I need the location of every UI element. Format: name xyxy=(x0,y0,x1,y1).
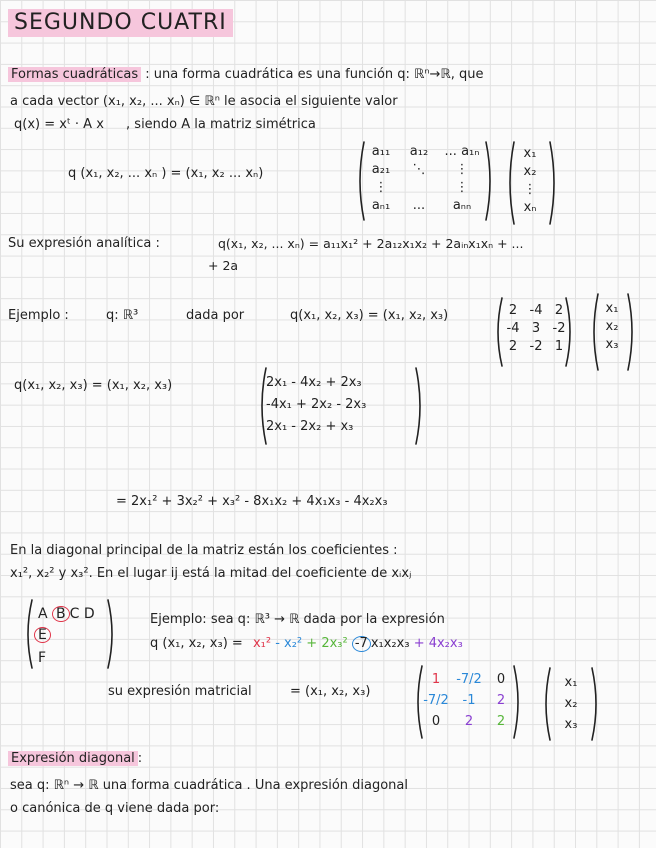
example-1-matrix: 2 -4 2 -4 3 -2 2 -2 1 xyxy=(506,303,566,354)
example-2-matrix-eq: = (x₁, x₂, x₃) xyxy=(290,684,371,699)
example-2-vector: x₁ x₂ x₃ xyxy=(564,675,578,732)
example-1-given: dada por xyxy=(186,308,245,323)
definition-line-3 xyxy=(14,117,316,133)
example-2-matrix-label: su expresión matricial xyxy=(108,684,252,699)
example-2-line-1: Ejemplo: sea q: ℝ³ → ℝ dada por la expresión xyxy=(150,612,445,627)
page-title: SEGUNDO CUATRI xyxy=(8,9,233,37)
scheme-row-3: F xyxy=(38,650,47,666)
diagonal-line-2: o canónica de q viene dada por: xyxy=(10,801,220,816)
example-2-expression: q (x₁, x₂, x₃) = x₁² - x₂² + 2x₃² -7 x₁x₂x₃ + 4x₂x₃ xyxy=(150,636,463,651)
diagonal-heading-line: Expresión diagonal : xyxy=(8,751,142,767)
example-1-vector: x₁ x₂ x₃ xyxy=(605,301,619,352)
symmetric-matrix-text: , siendo A la matriz simétrica xyxy=(126,117,316,132)
analytic-expression-label: Su expresión analítica : xyxy=(8,236,160,251)
example-1-lhs: q(x₁, x₂, x₃) = (x₁, x₂, x₃) xyxy=(290,308,449,323)
analytic-expression-line-1: q(x₁, x₂, ... xₙ) = a₁₁x₁² + 2a₁₂x₁x₂ + 2aᵢₙx₁xₙ + ... xyxy=(218,236,524,251)
quadratic-form-formula: q(x) = xᵗ · A x xyxy=(14,117,104,132)
example-2-matrix: 1 -7/2 0 -7/2 -1 2 0 2 2 xyxy=(423,672,506,729)
diagonal-note-line-1: En la diagonal principal de la matriz están los coeficientes : xyxy=(10,543,398,558)
general-vector-x: x₁ x₂ ⋮ xₙ xyxy=(523,146,537,215)
diagonal-note-line-2: x₁², x₂² y x₃². En el lugar ij está la mitad del coeficiente de xᵢxⱼ xyxy=(10,566,412,581)
example-1-step-column: 2x₁ - 4x₂ + 2x₃ -4x₁ + 2x₂ - 2x₃ 2x₁ - 2x₂ + x₃ xyxy=(266,375,367,434)
definition-line-1 xyxy=(8,67,483,83)
example-1-result: = 2x₁² + 3x₂² + x₃² - 8x₁x₂ + 4x₁x₃ - 4x₂x₃ xyxy=(116,494,388,509)
general-matrix-a: a₁₁ a₁₂ ... a₁ₙ a₂₁ ⋱ ⋮ ⋮ ⋮ aₙ₁ ... aₙₙ xyxy=(371,144,480,213)
scheme-row-2: E xyxy=(34,627,51,643)
example-1-label: Ejemplo : xyxy=(8,308,69,323)
general-equation-lhs: q (x₁, x₂, ... xₙ ) = (x₁, x₂ ... xₙ) xyxy=(68,166,264,181)
definition-text: : una forma cuadrática es una función q: ℝⁿ→ℝ, que xyxy=(145,67,484,82)
definition-line-2: a cada vector (x₁, x₂, ... xₙ) ∈ ℝⁿ le asocia el siguiente valor xyxy=(10,94,398,109)
section-heading-quadratic-forms: Formas cuadráticas xyxy=(8,67,141,82)
example-1-step-lhs: q(x₁, x₂, x₃) = (x₁, x₂, x₃) xyxy=(14,378,173,393)
section-heading-diagonal-expression: Expresión diagonal xyxy=(8,751,138,766)
diagonal-line-1: sea q: ℝⁿ → ℝ una forma cuadrática . Una expresión diagonal xyxy=(10,778,409,793)
analytic-expression-line-2: + 2a xyxy=(208,258,239,273)
example-1-map: q: ℝ³ xyxy=(106,308,139,323)
scheme-row-1: A B C D xyxy=(38,606,95,622)
